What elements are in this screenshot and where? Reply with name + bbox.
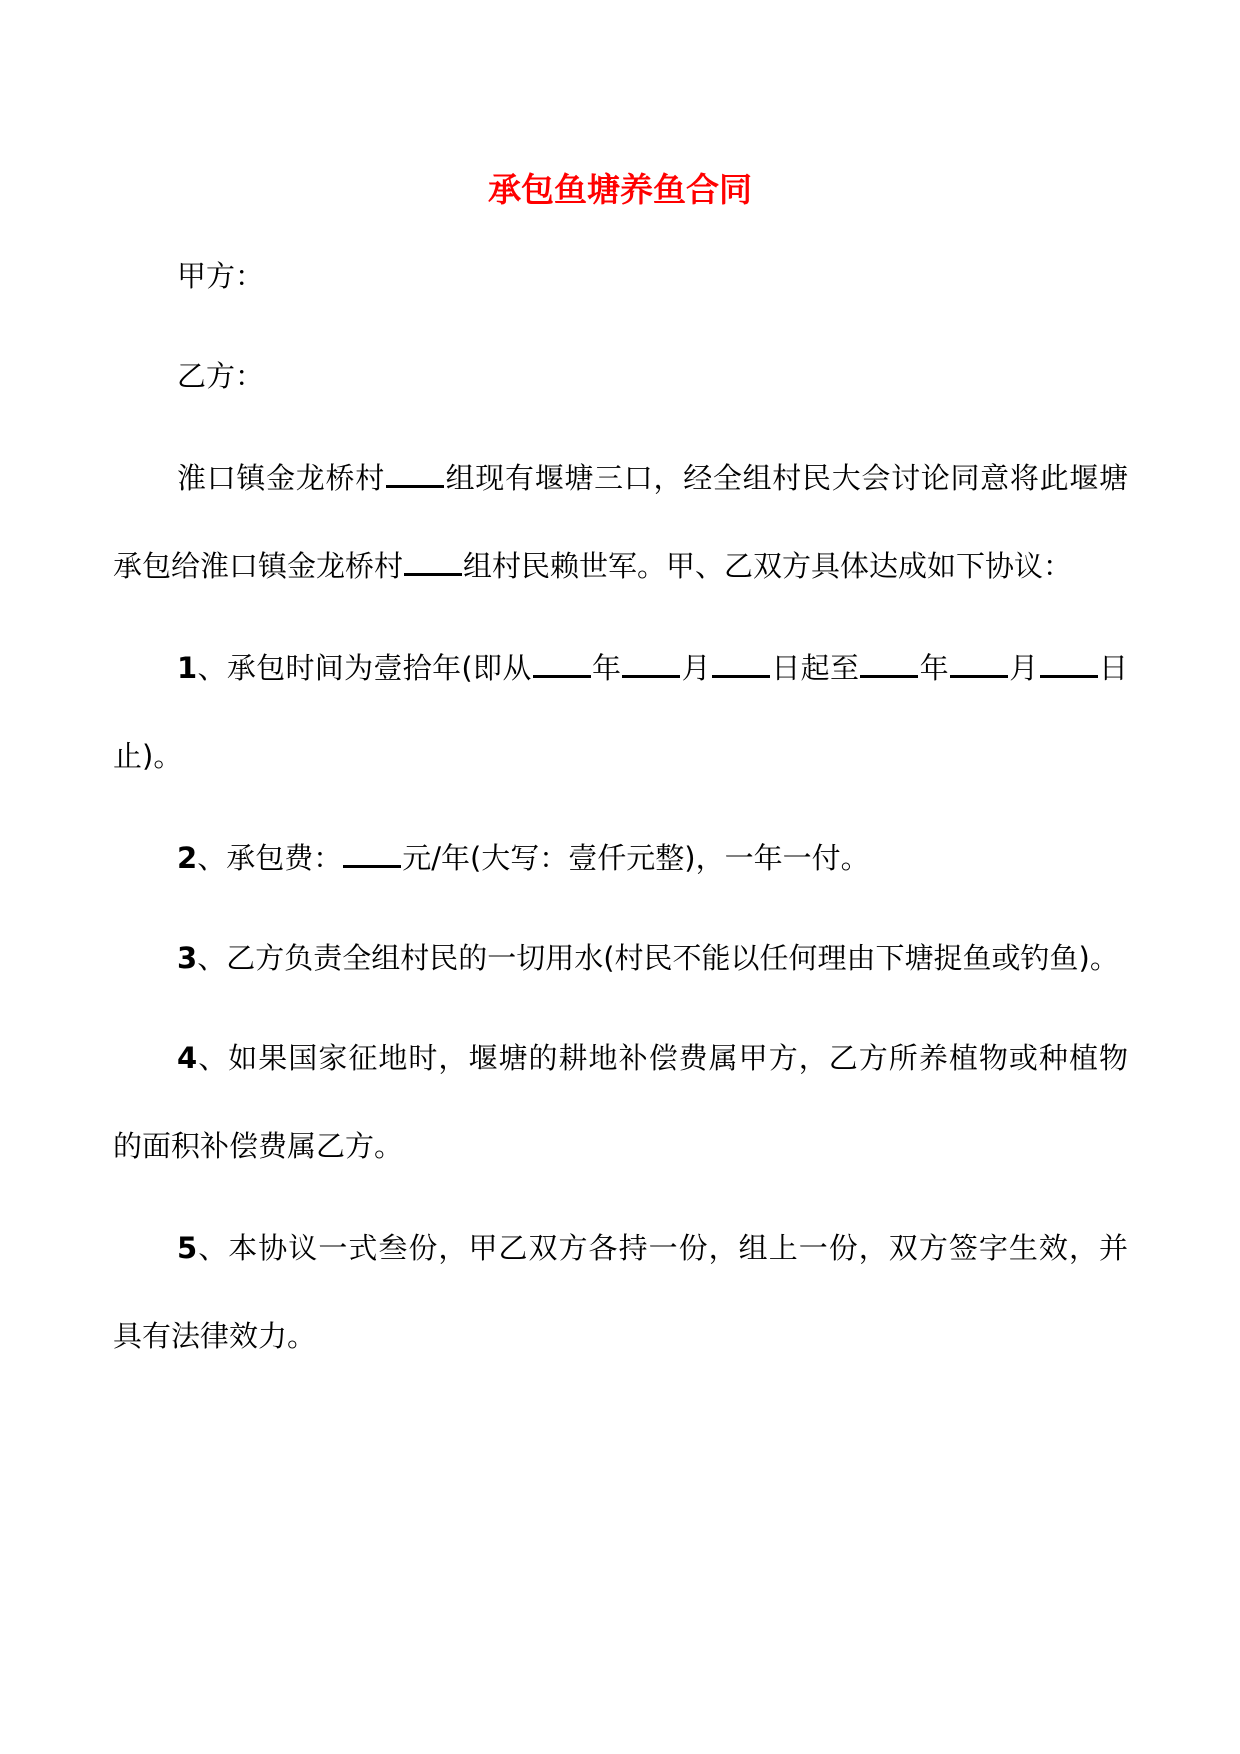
clause-separator: 、 xyxy=(197,1041,229,1075)
clause-number: 2 xyxy=(177,841,198,875)
clause-2 xyxy=(177,838,1128,878)
intro-text: 组现有堰塘三口，经全组村民大会讨论同意将此堰塘 xyxy=(444,461,1128,495)
clause-text: 如果国家征地时，堰塘的耕地补偿费属甲方，乙方所养植物或种植物 xyxy=(228,1041,1128,1075)
clause-number: 1 xyxy=(177,651,198,685)
clause-number: 4 xyxy=(177,1041,198,1075)
clause-text: 日起至 xyxy=(771,651,860,685)
clause-3 xyxy=(177,938,1128,978)
fill-blank-month[interactable] xyxy=(622,649,680,678)
clause-4 xyxy=(177,1038,1128,1078)
clause-text: 日 xyxy=(1098,651,1128,685)
clause-5 xyxy=(177,1228,1128,1268)
clause-text: 年 xyxy=(919,651,949,685)
intro-line-1 xyxy=(177,458,1128,498)
clause-number: 5 xyxy=(177,1231,198,1265)
fill-blank-year[interactable] xyxy=(860,649,918,678)
fill-blank-amount[interactable] xyxy=(343,839,401,868)
clause-text: 承包时间为壹拾年(即从 xyxy=(226,651,532,685)
clause-text: 承包费： xyxy=(226,841,343,875)
intro-text: 承包给淮口镇金龙桥村 xyxy=(113,549,404,583)
clause-text: 月 xyxy=(1008,651,1039,685)
clause-1-continued: 止)。 xyxy=(113,739,183,773)
intro-text: 淮口镇金龙桥村 xyxy=(177,461,385,495)
clause-separator: 、 xyxy=(197,1231,229,1265)
clause-separator: 、 xyxy=(197,651,227,685)
party-a-label: 甲方： xyxy=(177,259,265,293)
fill-blank-day[interactable] xyxy=(1040,649,1098,678)
clause-separator: 、 xyxy=(197,841,227,875)
fill-blank[interactable] xyxy=(386,459,444,488)
clause-1 xyxy=(177,648,1128,688)
clause-text: 元/年(大写：壹仟元整)，一年一付。 xyxy=(402,841,870,875)
clause-text: 乙方负责全组村民的一切用水(村民不能以任何理由下塘捉鱼或钓鱼)。 xyxy=(226,941,1119,975)
fill-blank-month[interactable] xyxy=(950,649,1008,678)
clause-4-continued: 的面积补偿费属乙方。 xyxy=(113,1129,404,1163)
clause-5-continued: 具有法律效力。 xyxy=(113,1319,317,1353)
clause-number: 3 xyxy=(177,941,198,975)
intro-text: 组村民赖世军。甲、乙双方具体达成如下协议： xyxy=(463,549,1073,583)
intro-line-2 xyxy=(113,546,1128,586)
clause-text: 本协议一式叁份，甲乙双方各持一份，组上一份，双方签字生效，并 xyxy=(228,1231,1128,1265)
fill-blank[interactable] xyxy=(404,547,462,576)
fill-blank-day[interactable] xyxy=(712,649,770,678)
clause-text: 年 xyxy=(591,651,622,685)
document-title: 承包鱼塘养鱼合同 xyxy=(488,170,752,209)
fill-blank-year[interactable] xyxy=(533,649,591,678)
clause-text: 月 xyxy=(681,651,712,685)
clause-separator: 、 xyxy=(197,941,227,975)
party-b-label: 乙方： xyxy=(177,359,265,393)
